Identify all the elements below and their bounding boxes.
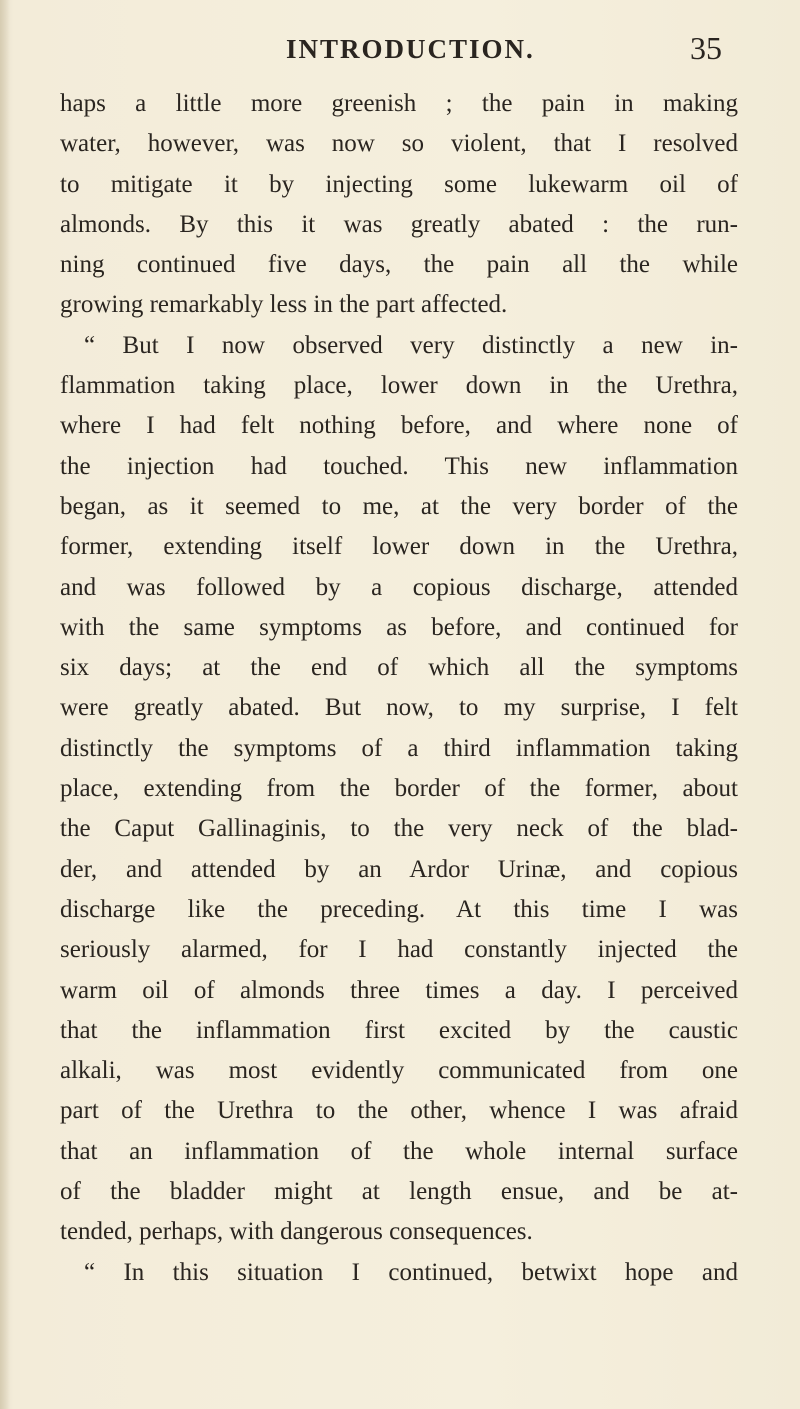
text-line: began, as it seemed to me, at the very border of the <box>60 492 738 520</box>
text-line: the injection had touched. This new inflammation <box>60 452 738 480</box>
text-line: tended, perhaps, with dangerous consequences. <box>60 1218 533 1246</box>
text-line: der, and attended by an Ardor Urinæ, and copious <box>60 855 738 883</box>
page-number: 35 <box>690 30 722 66</box>
text-line: of the bladder might at length ensue, and be at- <box>60 1178 738 1206</box>
page-header <box>0 30 800 70</box>
text-line: flammation taking place, lower down in the Urethra, <box>60 372 738 400</box>
text-line: seriously alarmed, for I had constantly injected the <box>60 936 738 964</box>
text-line: part of the Urethra to the other, whence I was afraid <box>60 1097 738 1125</box>
text-line: growing remarkably less in the part affected. <box>60 291 508 319</box>
body-text <box>60 84 738 1293</box>
text-line: where I had felt nothing before, and where none of <box>60 412 738 440</box>
text-line: and was followed by a copious discharge, attended <box>60 573 738 601</box>
text-line: former, extending itself lower down in the Urethra, <box>60 533 738 561</box>
page-gutter-shadow <box>0 0 10 1409</box>
text-line: were greatly abated. But now, to my surprise, I felt <box>60 694 738 722</box>
running-title: INTRODUCTION. <box>286 34 535 64</box>
text-line: discharge like the preceding. At this time I was <box>60 895 738 923</box>
text-line: water, however, was now so violent, that I resolved <box>60 130 738 158</box>
text-line: that an inflammation of the whole internal surface <box>60 1137 738 1165</box>
text-line: “ But I now observed very distinctly a new in- <box>84 331 738 359</box>
text-line: six days; at the end of which all the symptoms <box>60 654 738 682</box>
text-line: that the inflammation first excited by the caustic <box>60 1016 738 1044</box>
text-line: the Caput Gallinaginis, to the very neck of the blad- <box>60 815 738 843</box>
text-line: with the same symptoms as before, and continued for <box>60 613 738 641</box>
text-line: place, extending from the border of the former, about <box>60 775 738 803</box>
text-line: warm oil of almonds three times a day. I perceived <box>60 976 738 1004</box>
text-line: haps a little more greenish ; the pain in making <box>60 90 738 117</box>
text-line: alkali, was most evidently communicated from one <box>60 1057 738 1085</box>
text-line: “ In this situation I continued, betwixt hope and <box>84 1258 738 1286</box>
text-line: distinctly the symptoms of a third inflammation taking <box>60 734 738 762</box>
text-line: almonds. By this it was greatly abated : the run- <box>60 210 738 238</box>
text-line: ning continued five days, the pain all the while <box>60 251 738 279</box>
text-line: to mitigate it by injecting some lukewarm oil of <box>60 170 738 198</box>
